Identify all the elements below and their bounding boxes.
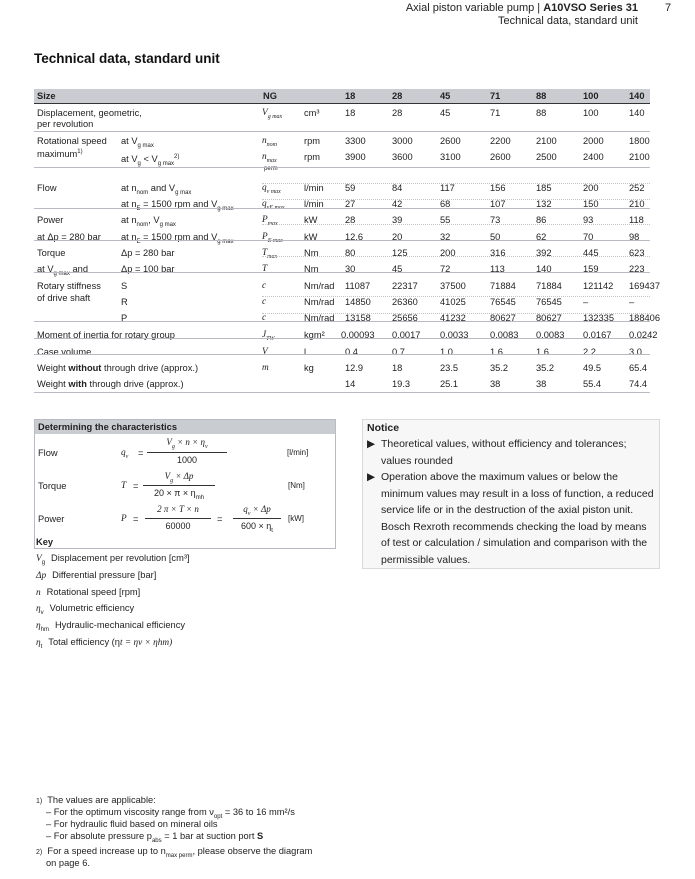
- table-cell: 392: [536, 248, 552, 258]
- table-cell: 0.0083: [536, 330, 565, 340]
- header-size-71: 71: [490, 91, 501, 101]
- header-ng: NG: [263, 91, 277, 101]
- row-unit: Nm: [304, 248, 319, 258]
- row-label: Moment of inertia for rotary group: [37, 330, 175, 340]
- table-cell: 0.0167: [583, 330, 612, 340]
- flow-unit: [l/min]: [287, 448, 309, 457]
- table-cell: 50: [490, 232, 501, 242]
- row-symbol: $T_{max}$: [262, 248, 278, 260]
- table-cell: 28: [392, 108, 403, 118]
- table-cell: 19.3: [392, 379, 411, 389]
- table-rule: [34, 167, 650, 168]
- table-cell: 35.2: [490, 363, 509, 373]
- row-unit: l/min: [304, 199, 324, 209]
- table-cell: 32: [440, 232, 451, 242]
- table-cell: 76545: [490, 297, 516, 307]
- table-cell: 156: [490, 183, 506, 193]
- torque-numerator: $V_g \times \Delta p$: [164, 471, 194, 484]
- row-condition: at $V_g < V_{g max}^{2)}$: [121, 154, 180, 167]
- row-unit: rpm: [304, 136, 321, 146]
- table-cell: 12.6: [345, 232, 364, 242]
- row-unit: l: [304, 347, 307, 357]
- table-cell: 39: [392, 215, 403, 225]
- flow-denominator: 1000: [176, 455, 198, 465]
- footnote-1-fluid: – For hydraulic fluid based on mineral oils: [46, 819, 218, 829]
- table-cell: 3300: [345, 136, 366, 146]
- row-condition: R: [121, 297, 128, 307]
- table-cell: 14: [345, 379, 356, 389]
- table-cell: 2600: [440, 136, 461, 146]
- table-cell: 1.6: [536, 347, 549, 357]
- row-condition: Δp = 280 bar: [121, 248, 175, 258]
- notice-bullet-2: Operation above the maximum values or below the minimum values may result in a loss of function, a reduced service life or in the destruction of the axial piston unit. Bosch Rexroth recommends checking the load by means of test or calculation / simulation and comparison with the permissible values.: [381, 471, 654, 566]
- table-cell: 49.5: [583, 363, 602, 373]
- table-cell: 3.0: [629, 347, 642, 357]
- flow-numerator: $V_g \times n \times \eta_v$: [166, 437, 208, 450]
- key-item: $\eta_v$ Volumetric efficiency: [36, 603, 135, 616]
- row-symbol: $V_{g max}$: [262, 108, 283, 120]
- table-cell: 3000: [392, 136, 413, 146]
- power-denominator: 60000: [165, 521, 191, 531]
- header-size-28: 28: [392, 91, 403, 101]
- table-cell: 185: [536, 183, 552, 193]
- power-label: Power: [38, 514, 65, 524]
- row-symbol: c: [262, 313, 267, 323]
- table-cell: –: [583, 297, 589, 307]
- notice-title: Notice: [367, 422, 400, 434]
- table-rule: [34, 321, 650, 322]
- table-cell: 20: [392, 232, 403, 242]
- table-rule: [34, 103, 650, 104]
- footnote-2: 2) For a speed increase up to $n_{max perm}$, please observe the diagram: [36, 846, 313, 859]
- key-item: $\eta_{hm}$ Hydraulic-mechanical efficiency: [36, 620, 186, 633]
- power-equals: =: [133, 514, 139, 524]
- footnote-2-cont: on page 6.: [46, 858, 90, 868]
- header-size-18: 18: [345, 91, 356, 101]
- table-cell: 71884: [490, 281, 516, 291]
- table-cell: 316: [490, 248, 506, 258]
- power-fraction-line: [145, 518, 211, 519]
- torque-equals: =: [133, 481, 139, 491]
- header-size-45: 45: [440, 91, 451, 101]
- row-unit: rpm: [304, 152, 321, 162]
- table-cell: 188406: [629, 313, 661, 323]
- table-cell: 117: [440, 183, 455, 193]
- table-cell: 0.0083: [490, 330, 519, 340]
- table-cell: 2200: [490, 136, 511, 146]
- table-cell: 0.4: [345, 347, 358, 357]
- row-unit: kW: [304, 232, 318, 242]
- row-label: Displacement, geometric,: [37, 108, 142, 118]
- table-header-band: [34, 89, 650, 103]
- row-condition: at $n_E = 1500$ rpm and $V_{g max}$: [121, 232, 234, 245]
- flow-equals: =: [138, 448, 144, 458]
- table-cell: 113: [490, 264, 505, 274]
- table-cell: 3900: [345, 152, 366, 162]
- table-cell: 200: [583, 183, 599, 193]
- table-cell: 107: [490, 199, 506, 209]
- table-cell: 18: [345, 108, 356, 118]
- table-cell: 121142: [583, 281, 614, 291]
- table-cell: 38: [490, 379, 501, 389]
- table-cell: 2100: [536, 136, 557, 146]
- table-cell: 2.2: [583, 347, 596, 357]
- torque-denominator: $20 \times \pi \times \eta_{mh}$: [153, 488, 205, 501]
- row-symbol: $n_{max}$: [262, 152, 277, 164]
- row-unit: Nm/rad: [304, 281, 335, 291]
- table-cell: 80627: [490, 313, 516, 323]
- table-cell: 140: [629, 108, 645, 118]
- row-symbol: $P_{E max}$: [262, 232, 283, 244]
- table-cell: 0.0017: [392, 330, 421, 340]
- key-item: Δp Differential pressure [bar]: [36, 570, 157, 581]
- row-label: Weight with through drive (approx.): [37, 379, 184, 389]
- table-cell: 118: [629, 215, 644, 225]
- row-symbol-sub: perm: [264, 166, 278, 172]
- row-label: Case volume: [37, 347, 92, 357]
- table-rule: [34, 338, 650, 339]
- table-cell: 71884: [536, 281, 562, 291]
- power-denominator-2: $600 \times \eta_t$: [241, 521, 273, 534]
- table-rule: [34, 240, 650, 241]
- footnote-1-pressure: – For absolute pressure $p_{abs} = 1$ bar at suction port S: [46, 831, 264, 844]
- header-product: Axial piston variable pump |: [405, 2, 544, 14]
- table-cell: 28: [345, 215, 356, 225]
- row-label: at Δp = 280 bar: [37, 232, 101, 242]
- table-cell: 2400: [583, 152, 604, 162]
- table-cell: 23.5: [440, 363, 459, 373]
- table-dotted-rule: [262, 224, 650, 225]
- table-cell: 3600: [392, 152, 413, 162]
- table-cell: 22317: [392, 281, 418, 291]
- flow-label: Flow: [38, 448, 58, 458]
- table-cell: 445: [583, 248, 599, 258]
- table-cell: 80: [345, 248, 356, 258]
- table-cell: 2500: [536, 152, 557, 162]
- notice-bullet-1: Theoretical values, without efficiency and tolerances; values rounded: [381, 438, 627, 467]
- key-item: $V_g$ Displacement per revolution [cm³]: [36, 553, 190, 566]
- row-label-cont: of drive shaft: [37, 293, 91, 303]
- row-label: Power: [37, 215, 64, 225]
- table-cell: 2000: [583, 136, 604, 146]
- row-unit: kW: [304, 215, 318, 225]
- table-cell: 3100: [440, 152, 461, 162]
- table-cell: 0.0033: [440, 330, 469, 340]
- table-cell: 73: [490, 215, 501, 225]
- table-dotted-rule: [262, 313, 650, 314]
- technical-data-table: [34, 89, 661, 393]
- power-fraction-line-2: [233, 518, 281, 519]
- table-cell: 59: [345, 183, 356, 193]
- table-cell: 252: [629, 183, 645, 193]
- header-section: Technical data, standard unit: [497, 15, 638, 27]
- table-cell: 88: [536, 108, 547, 118]
- torque-fraction-line: [143, 485, 215, 486]
- bullet-icon: ▶: [367, 471, 376, 483]
- key-title: Key: [36, 537, 54, 547]
- table-cell: 200: [440, 248, 456, 258]
- table-cell: 84: [392, 183, 403, 193]
- table-cell: –: [629, 297, 635, 307]
- table-cell: 1.0: [440, 347, 453, 357]
- table-cell: 98: [629, 232, 640, 242]
- table-cell: 45: [392, 264, 403, 274]
- row-label: Flow: [37, 183, 57, 193]
- table-cell: 80627: [536, 313, 562, 323]
- table-cell: 140: [536, 264, 552, 274]
- table-cell: 623: [629, 248, 645, 258]
- row-condition: at $n_{nom}$, $V_{g max}$: [121, 215, 176, 228]
- table-dotted-rule: [262, 296, 650, 297]
- table-cell: 41025: [440, 297, 466, 307]
- table-cell: 55.4: [583, 379, 602, 389]
- footnote-1-viscosity: – For the optimum viscosity range from $\nu_{opt} = 36$ to 16 mm²/s: [46, 807, 295, 820]
- power-numerator-2: $q_v \times \Delta p$: [243, 504, 271, 517]
- table-cell: 132335: [583, 313, 615, 323]
- table-cell: 125: [392, 248, 408, 258]
- table-cell: 70: [583, 232, 594, 242]
- header-size-88: 88: [536, 91, 547, 101]
- table-cell: 169437: [629, 281, 661, 291]
- row-symbol: $P_{max}$: [262, 215, 278, 227]
- table-cell: 210: [629, 199, 645, 209]
- row-label: Weight without through drive (approx.): [37, 363, 199, 373]
- row-label: Torque: [37, 248, 66, 258]
- power-numerator: 2 π × T × n: [157, 504, 199, 514]
- table-cell: 0.00093: [341, 330, 375, 340]
- row-condition: at $n_E = 1500$ rpm and $V_{g max}$: [121, 199, 234, 212]
- table-cell: 37500: [440, 281, 466, 291]
- row-unit: Nm/rad: [304, 313, 335, 323]
- row-symbol: m: [262, 363, 269, 373]
- table-cell: 62: [536, 232, 547, 242]
- row-symbol: V: [262, 347, 268, 357]
- table-cell: 26360: [392, 297, 418, 307]
- table-cell: 93: [583, 215, 594, 225]
- table-cell: 41232: [440, 313, 466, 323]
- table-cell: 0.7: [392, 347, 405, 357]
- row-symbol: c: [262, 297, 267, 307]
- torque-label: Torque: [38, 481, 67, 491]
- table-dotted-rule: [262, 199, 650, 200]
- table-cell: 35.2: [536, 363, 555, 373]
- running-header: [406, 2, 638, 28]
- key-item: n Rotational speed [rpm]: [36, 587, 141, 598]
- table-cell: 25.1: [440, 379, 459, 389]
- table-cell: 25656: [392, 313, 418, 323]
- table-cell: 68: [440, 199, 451, 209]
- table-rule: [34, 272, 650, 273]
- table-cell: 27: [345, 199, 356, 209]
- row-unit: Nm: [304, 264, 319, 274]
- table-cell: 2100: [629, 152, 650, 162]
- power-lhs: P: [121, 514, 127, 524]
- table-cell: 76545: [536, 297, 562, 307]
- row-symbol: T: [262, 264, 268, 274]
- determining-title: Determining the characteristics: [38, 422, 177, 432]
- table-cell: 14850: [345, 297, 371, 307]
- table-cell: 18: [392, 363, 403, 373]
- table-cell: 150: [583, 199, 599, 209]
- row-label: Rotational speed: [37, 136, 107, 146]
- determining-characteristics-box: [34, 419, 336, 549]
- row-label: at $V_{g max}$ and: [37, 264, 88, 277]
- torque-lhs: T: [121, 481, 127, 491]
- flow-lhs: $q_v$: [121, 448, 129, 460]
- table-dotted-rule: [262, 256, 650, 257]
- table-cell: 100: [583, 108, 599, 118]
- row-unit: Nm/rad: [304, 297, 335, 307]
- table-cell: 72: [440, 264, 451, 274]
- table-cell: 38: [536, 379, 547, 389]
- table-cell: 0.0242: [629, 330, 658, 340]
- row-condition: P: [121, 313, 128, 323]
- bullet-icon: ▶: [367, 438, 376, 450]
- table-cell: 42: [392, 199, 403, 209]
- row-label-cont: per revolution: [37, 119, 94, 129]
- table-cell: 1800: [629, 136, 650, 146]
- table-cell: 13158: [345, 313, 371, 323]
- table-cell: 71: [490, 108, 501, 118]
- header-size: Size: [37, 91, 56, 101]
- table-cell: 74.4: [629, 379, 648, 389]
- row-condition: Δp = 100 bar: [121, 264, 175, 274]
- table-cell: 45: [440, 108, 451, 118]
- row-condition: S: [121, 281, 128, 291]
- row-unit: l/min: [304, 183, 324, 193]
- row-condition: at $V_{g max}$: [121, 136, 154, 149]
- footnote-1: 1) The values are applicable:: [36, 795, 156, 805]
- table-cell: 11087: [345, 281, 371, 291]
- table-cell: 30: [345, 264, 356, 274]
- table-cell: 86: [536, 215, 547, 225]
- table-dotted-rule: [262, 183, 650, 184]
- row-unit: kgm²: [304, 330, 325, 340]
- row-symbol: $J_{TW}$: [262, 330, 275, 342]
- torque-unit: [Nm]: [288, 481, 305, 490]
- table-cell: 65.4: [629, 363, 648, 373]
- notice-box: [362, 419, 660, 569]
- table-rule: [34, 208, 650, 209]
- row-label-cont: maximum$^{1)}$: [37, 149, 83, 160]
- row-label: Rotary stiffness: [37, 281, 101, 291]
- table-cell: 223: [629, 264, 645, 274]
- table-cell: 55: [440, 215, 451, 225]
- table-cell: 132: [536, 199, 552, 209]
- row-condition: at $n_{nom}$ and $V_{g max}$: [121, 183, 192, 196]
- power-unit: [kW]: [288, 514, 304, 523]
- flow-fraction-line: [147, 452, 227, 453]
- table-bottom-rule: [34, 392, 650, 393]
- table-cell: 2600: [490, 152, 511, 162]
- row-symbol: $n_{nom}$: [262, 136, 277, 148]
- header-size-140: 140: [629, 91, 645, 101]
- table-rule: [34, 354, 650, 355]
- row-symbol: $q_{v max}$: [262, 183, 281, 195]
- table-cell: 1.6: [490, 347, 503, 357]
- page-title: Technical data, standard unit: [34, 51, 220, 66]
- row-symbol: $q_{vE max}$: [262, 199, 285, 211]
- table-cell: 12.9: [345, 363, 364, 373]
- header-series: A10VSO Series 31: [543, 2, 638, 14]
- key-item: $\eta_t$ Total efficiency (ηt = ηv × ηhm): [36, 637, 173, 650]
- row-unit: cm³: [304, 108, 320, 118]
- table-cell: 159: [583, 264, 599, 274]
- row-symbol: c: [262, 281, 267, 291]
- row-unit: kg: [304, 363, 314, 373]
- header-size-100: 100: [583, 91, 599, 101]
- page-number: 7: [665, 2, 672, 14]
- table-rule: [34, 131, 650, 132]
- power-equals-2: =: [217, 514, 223, 524]
